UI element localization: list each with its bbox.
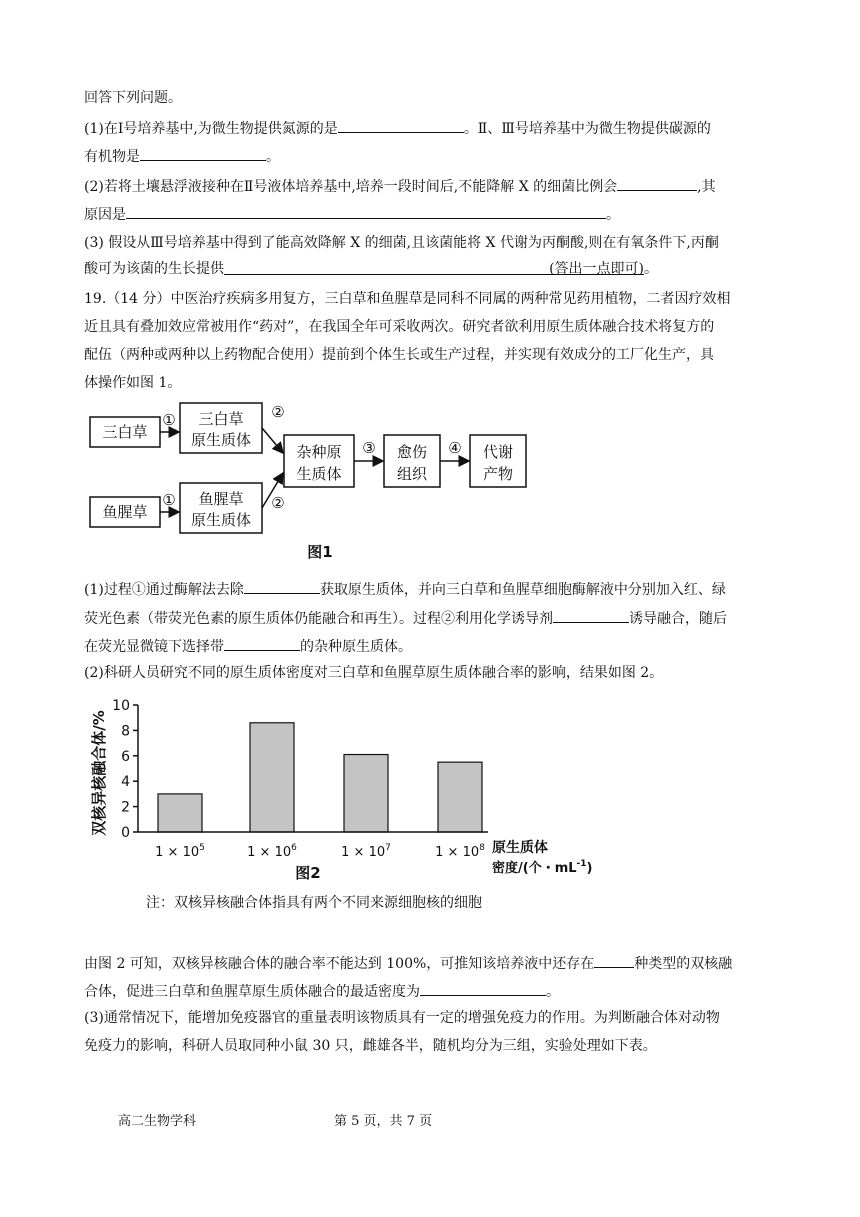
question-19-2: (2)科研人员研究不同的原生质体密度对三白草和鱼腥草原生质体融合率的影响，结果如图 2。 [84,665,664,681]
y-axis-label [90,710,108,836]
answer-blank [244,578,320,594]
svg-text:生质体: 生质体 [296,465,342,483]
figure-2-caption: 图2 [295,864,321,882]
step-3-label: ③ [362,439,376,457]
answer-blank [594,952,634,968]
answer-blank [140,145,266,161]
x-axis-label: 原生质体 [492,840,548,856]
category-label: $1 \times 10^8$ [435,843,485,860]
text-line: 近且具有叠加效应常被用作“药对”，在我国全年可采收两次。研究者欲利用原生质体融合技术将复方的 [84,319,715,335]
bar [158,794,202,832]
svg-text:杂种原: 杂种原 [296,443,342,461]
category-label: $1 \times 10^5$ [155,843,205,860]
text-line: 体操作如图 1。 [84,375,182,391]
step-2-label: ② [271,403,285,421]
question-19-1: (1)过程①通过酶解法去除 获取原生质体，并向三白草和鱼腥草细胞酶解液中分别加入红、绿 [84,578,726,600]
question-1-2: (2)若将土壤悬浮液接种在Ⅱ号液体培养基中,培养一段时间后,不能降解 X 的细菌比例会 ,其 [84,175,716,197]
question-19-1-cont: 荧光色素（带荧光色素的原生质体仍能融合和再生）。过程②利用化学诱导剂 诱导融合，随后 [84,607,727,629]
svg-text:愈伤: 愈伤 [396,443,428,461]
step-2-label: ② [271,494,285,512]
answer-blank [126,203,606,219]
question-1-2-cont: 原因是 。 [84,203,620,225]
bar [250,723,294,832]
footer-subject: 高二生物学科 [118,1114,197,1129]
svg-text:三白草: 三白草 [198,410,244,428]
step-1-label: ① [162,491,176,509]
y-tick-label: 4 [121,774,130,791]
y-tick-label: 10 [112,698,130,714]
bar [344,755,388,832]
answer-blank [420,980,546,996]
step-1-label: ① [162,411,176,429]
answer-blank [553,607,629,623]
svg-text:双核异核融合体/%: 双核异核融合体/% [90,710,108,836]
footer-page-number: 第 5 页，共 7 页 [334,1114,433,1129]
node-sanbaicao-label: 三白草 [102,423,148,441]
question-1-1-cont: 有机物是 。 [84,145,280,167]
svg-text:组织: 组织 [396,465,428,483]
answer-blank [224,635,300,651]
question-19-2-answer-cont: 合体，促进三白草和鱼腥草原生质体融合的最适密度为 。 [84,980,560,1002]
text-line: 配伍（两种或两种以上药物配合使用）提前到个体生长或生产过程，并实现有效成分的工厂化生产，具 [84,347,714,363]
step-4-label: ④ [448,439,462,457]
question-19-1-cont: 在荧光显微镜下选择带 的杂种原生质体。 [84,635,412,657]
figure-1-caption: 图1 [307,543,333,561]
text-line: 免疫力的影响，科研人员取同种小鼠 30 只，雌雄各半，随机均分为三组，实验处理如下表。 [84,1038,657,1054]
y-tick-label: 0 [121,825,130,841]
text-line: 回答下列问题。 [84,90,182,106]
x-axis-unit: 密度/(个・$mL^{-1}$) [492,859,593,876]
answer-blank [338,117,464,133]
svg-text:鱼腥草: 鱼腥草 [198,490,244,508]
category-label: $1 \times 10^7$ [341,843,391,860]
answer-blank [617,175,697,191]
bar [438,762,482,832]
question-19-intro: 19.（14 分）中医治疗疾病多用复方，三白草和鱼腥草是同科不同属的两种常见药用植物，二者因疗效相 [84,291,731,307]
svg-text:产物: 产物 [482,465,514,483]
figure-2-note: 注：双核异核融合体指具有两个不同来源细胞核的细胞 [146,895,482,911]
question-1-3-cont: 酸可为该菌的生长提供 (答出一点即可)。 [84,261,658,277]
y-tick-label: 6 [121,748,130,765]
node-yuxingcao-label: 鱼腥草 [102,503,148,521]
svg-text:原生质体: 原生质体 [190,431,252,449]
figure-1-flowchart [80,395,540,575]
question-19-2-answer: 由图 2 可知，双核异核融合体的融合率不能达到 100%，可推知该培养液中还存在 种类型的双核融 [84,952,732,974]
arrow-2-top [262,428,283,453]
question-1-3: (3) 假设从Ⅲ号培养基中得到了能高效降解 X 的细菌,且该菌能将 X 代谢为丙酮酸,则在有氧条件下,丙酮 [84,235,719,251]
answer-blank: (答出一点即可) [224,259,644,275]
svg-text:原生质体: 原生质体 [190,511,252,529]
figure-2-bar-chart [80,688,620,888]
y-tick-label: 2 [121,799,130,816]
question-1-1: (1)在Ⅰ号培养基中,为微生物提供氮源的是 。Ⅱ、Ⅲ号培养基中为微生物提供碳源的 [84,117,711,139]
category-label: $1 \times 10^6$ [247,843,297,860]
question-19-3: (3)通常情况下，能增加免疫器官的重量表明该物质具有一定的增强免疫力的作用。为判断融合体对动物 [84,1010,720,1026]
y-tick-label: 8 [121,723,130,740]
svg-text:代谢: 代谢 [482,443,514,461]
